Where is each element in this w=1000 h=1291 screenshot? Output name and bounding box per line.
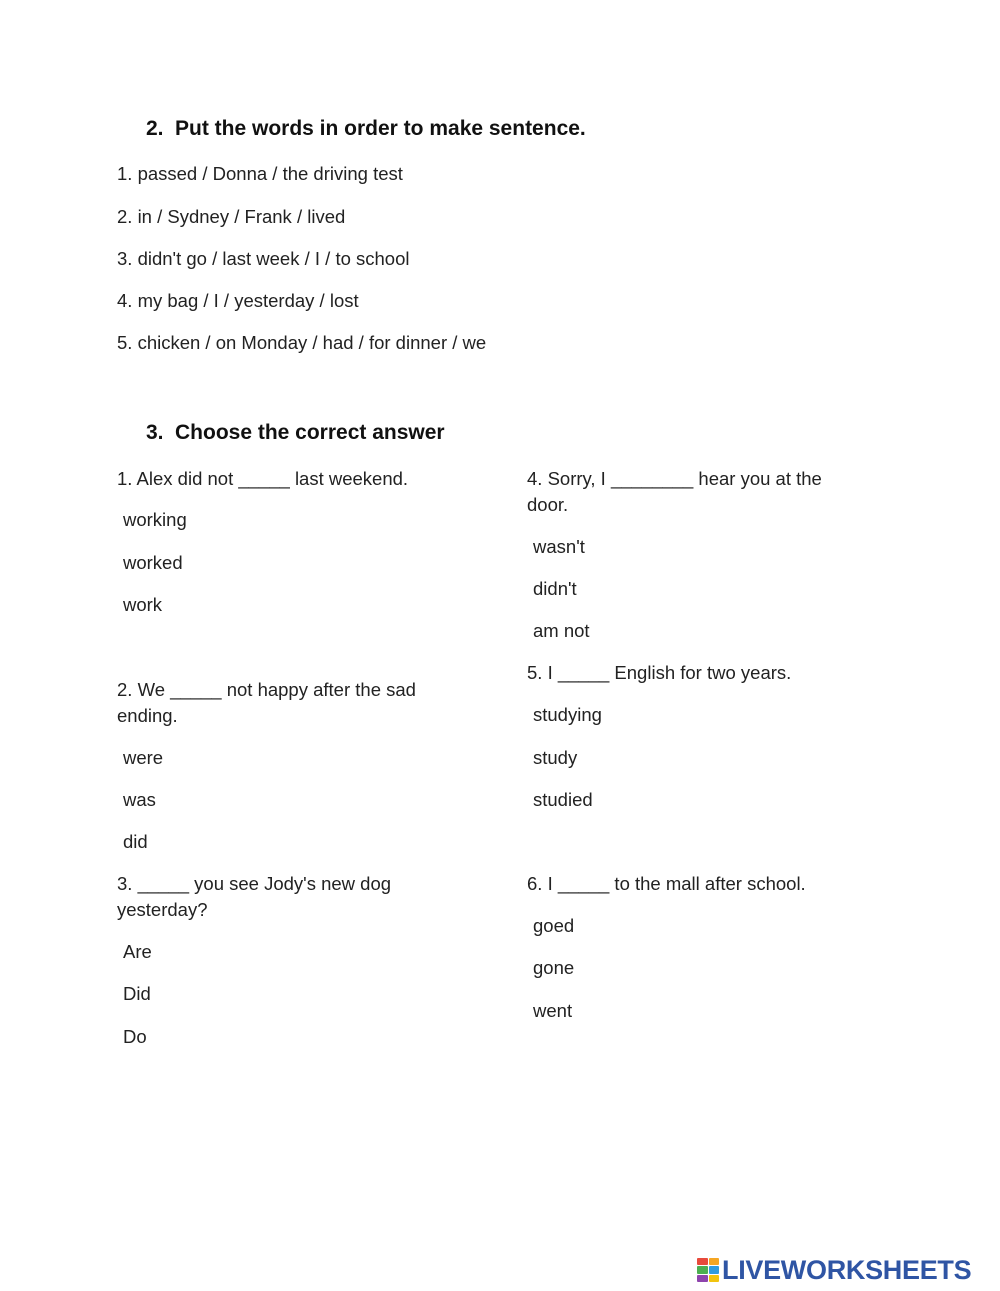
logo-text: LIVEWORKSHEETS — [722, 1254, 972, 1285]
reorder-item-5: 5. chicken / on Monday / had / for dinner / we — [117, 332, 487, 353]
q3-option-do[interactable]: Do — [123, 1026, 147, 1047]
q1-option-working[interactable]: working — [123, 509, 187, 530]
q6-option-gone[interactable]: gone — [533, 957, 575, 978]
question-5: 5. I _____ English for two years. — [527, 662, 792, 683]
question-3: 3. _____ you see Jody's new dog yesterday? — [117, 873, 392, 920]
logo-block — [697, 1258, 708, 1265]
q3-option-did[interactable]: Did — [123, 983, 151, 1004]
q4-option-didnt[interactable]: didn't — [533, 578, 577, 599]
liveworksheets-logo — [697, 1255, 971, 1285]
section-2-heading — [146, 117, 586, 141]
q5-option-studying[interactable]: studying — [533, 704, 602, 725]
question-1: 1. Alex did not _____ last weekend. — [117, 468, 409, 489]
logo-block — [709, 1258, 720, 1265]
q2-option-was[interactable]: was — [123, 789, 156, 810]
logo-block — [709, 1275, 720, 1282]
q5-option-studied[interactable]: studied — [533, 789, 593, 810]
q4-option-wasnt[interactable]: wasn't — [533, 536, 585, 557]
q2-option-were[interactable]: were — [123, 747, 164, 768]
section-2-number: 2. — [146, 117, 164, 140]
q6-option-goed[interactable]: goed — [533, 915, 575, 936]
section-3-title: Choose the correct answer — [175, 421, 445, 444]
question-2: 2. We _____ not happy after the sad ending. — [117, 679, 416, 726]
q6-option-went[interactable]: went — [533, 1000, 573, 1021]
q1-option-work[interactable]: work — [123, 594, 163, 615]
logo-block — [709, 1266, 720, 1273]
reorder-item-4: 4. my bag / I / yesterday / lost — [117, 290, 359, 311]
logo-block — [697, 1266, 708, 1273]
section-2-title: Put the words in order to make sentence. — [175, 117, 586, 140]
q4-option-am-not[interactable]: am not — [533, 620, 590, 641]
q5-option-study[interactable]: study — [533, 747, 578, 768]
reorder-item-2: 2. in / Sydney / Frank / lived — [117, 206, 346, 227]
q1-option-worked[interactable]: worked — [123, 552, 183, 573]
question-4: 4. Sorry, I ________ hear you at the door. — [527, 468, 822, 515]
logo-blocks-icon — [697, 1258, 719, 1282]
q3-option-are[interactable]: Are — [123, 941, 152, 962]
question-6: 6. I _____ to the mall after school. — [527, 873, 806, 894]
section-3-heading — [146, 421, 445, 445]
section-3-number: 3. — [146, 421, 164, 444]
reorder-item-1: 1. passed / Donna / the driving test — [117, 163, 403, 184]
logo-block — [697, 1275, 708, 1282]
q2-option-did[interactable]: did — [123, 831, 148, 852]
reorder-item-3: 3. didn't go / last week / I / to school — [117, 248, 410, 269]
